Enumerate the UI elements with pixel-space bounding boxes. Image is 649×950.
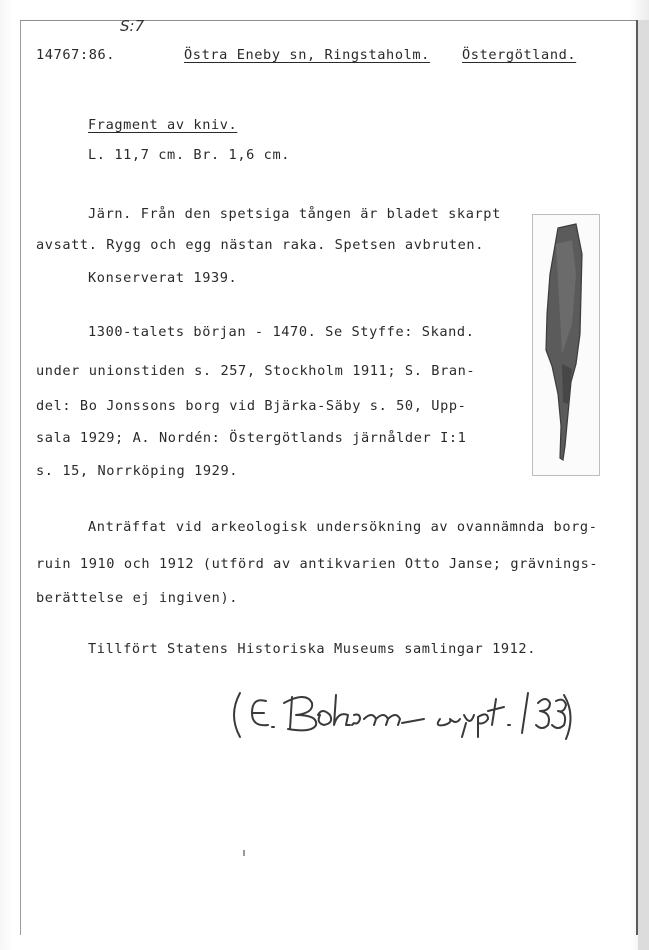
object-title: Fragment av kniv. xyxy=(88,117,238,133)
dating-line: under unionstiden s. 257, Stockholm 1911; S. Bran- xyxy=(36,363,476,379)
description-line: Konserverat 1939. xyxy=(88,270,238,286)
province-name: Östergötland. xyxy=(462,47,577,63)
site-name: Östra Eneby sn, Ringstaholm. xyxy=(184,47,430,63)
dating-line: s. 15, Norrköping 1929. xyxy=(36,463,239,479)
dating-line: sala 1929; A. Nordén: Östergötlands järnålder I:1 xyxy=(36,430,467,446)
card-left-edge xyxy=(20,20,21,935)
find-line: ruin 1910 och 1912 (utförd av antikvarien Otto Janse; grävnings- xyxy=(36,556,599,572)
dating-line: 1300-talets början - 1470. Se Styffe: Skand. xyxy=(88,324,475,340)
object-dimensions: L. 11,7 cm. Br. 1,6 cm. xyxy=(88,147,291,163)
find-line: berättelse ej ingiven). xyxy=(36,590,239,606)
pencil-tick xyxy=(243,850,245,856)
description-line: Järn. Från den spetsiga tången är bladet skarpt xyxy=(88,206,501,222)
catalog-number: 14767:86. xyxy=(36,47,116,63)
handwritten-signature xyxy=(226,685,576,745)
card-shadow xyxy=(638,20,649,950)
card-top-edge xyxy=(20,20,636,21)
dating-line: del: Bo Jonssons borg vid Bjärka-Säby s. 50, Upp- xyxy=(36,398,467,414)
knife-photograph xyxy=(532,214,600,476)
handwritten-top-mark: S:7 xyxy=(120,17,145,35)
find-line: Anträffat vid arkeologisk undersökning av ovannämnda borg- xyxy=(88,519,598,535)
acquisition-line: Tillfört Statens Historiska Museums samlingar 1912. xyxy=(88,641,536,657)
description-line: avsatt. Rygg och egg nästan raka. Spetsen avbruten. xyxy=(36,237,484,253)
